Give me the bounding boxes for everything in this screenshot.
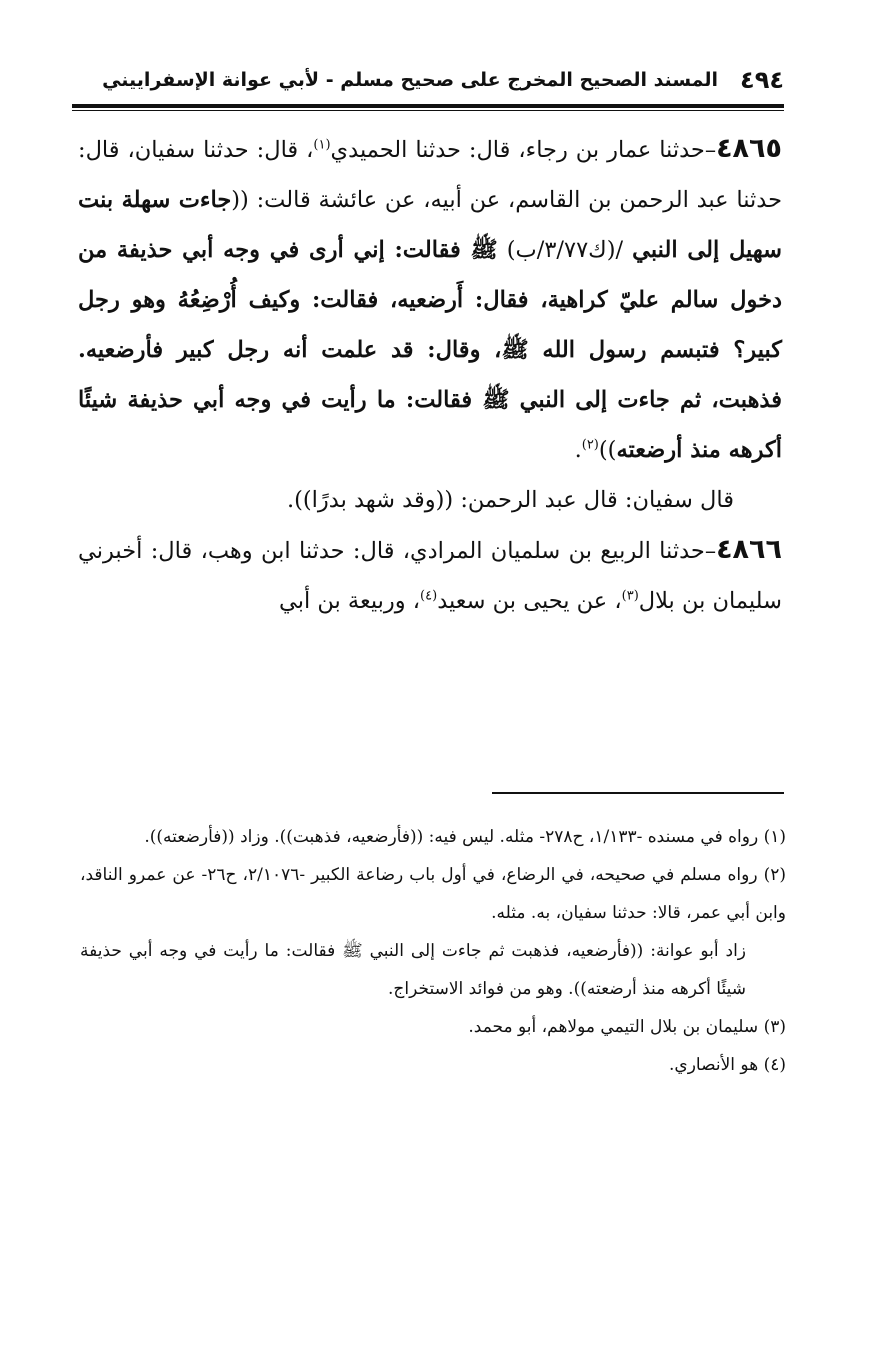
hadith-number: ٤٨٦٥ [716,133,782,164]
footnote-1 [80,818,786,856]
footnote-ref-2: (٢) [581,437,599,453]
manuscript-ref: /(ك٣/٧٧/ب) [497,237,633,263]
hadith-4865 [78,124,782,475]
footnote-text: هو الأنصاري. [669,1055,759,1075]
footnote-text: رواه مسلم في صحيحه، في الرضاع، في أول باب رضاعة الكبير -٢/١٠٧٦، ح٢٦- عن عمرو الناقد، وابن أبي عمر، قالا: حدثنا سفيان، به. مثله. [80,865,786,923]
footnote-marker: (٤) [763,1055,786,1075]
hadith-text-2: ، عن يحيى بن سعيد [437,588,622,614]
header-rule-thin [72,110,784,111]
page-number: ٤٩٤ [740,66,784,94]
footnote-marker: (٣) [763,1017,786,1037]
hadith-end: . [574,437,582,463]
hadith-number-2: ٤٨٦٦ [716,534,782,565]
footnote-text: رواه في مسنده -١/١٣٣، ح٢٧٨- مثله. ليس فيه: ((فأرضعيه، فذهبت)). وزاد ((فأرضعته)). [144,827,759,847]
footnote-4 [80,1046,786,1084]
footnote-3 [80,1008,786,1046]
footnote-2-continuation [80,932,786,1008]
page-header [72,60,784,100]
sufyan-note: قال سفيان: قال عبد الرحمن: ((وقد شهد بدرًا)). [286,487,734,513]
quote-close: )) [598,437,617,463]
hadith-4866 [78,525,782,626]
footnote-separator [492,792,784,794]
footnote-ref-3: (٣) [621,588,639,604]
hadith-matn-1: جاءت سهلة بنت سهيل إلى النبي [78,187,783,263]
header-rule [72,104,784,108]
footnotes [80,818,786,1084]
footnote-marker: (٢) [763,865,786,885]
footnote-text: سليمان بن بلال التيمي مولاهم، أبو محمد. [468,1017,759,1037]
footnote-ref-1: (١) [313,137,331,153]
main-text [78,124,782,626]
footnote-marker: (١) [763,827,786,847]
footnote-2 [80,856,786,932]
hadith-text-3: ، وربيعة بن أبي [278,588,421,614]
hadith-text-1: –حدثنا الربيع بن سلميان المرادي، قال: حدثنا ابن وهب، قال: أخبرني سليمان بن بلال [78,538,782,614]
footnote-ref-4: (٤) [420,588,438,604]
footnote-text: زاد أبو عوانة: ((فأرضعيه، فذهبت ثم جاءت إلى النبي ﷺ فقالت: ما رأيت في وجه أبي حذيفة شيئًا أكرهه منذ أرضعته)). وهو من فوائد الاستخراج. [80,941,746,999]
hadith-matn-2: ﷺ فقالت: إني أرى في وجه أبي حذيفة من دخول سالم عليّ كراهية، فقال: أَرضعيه، فقالت: وكيف أُرْضِعُهُ وهو رجل كبير؟ فتبسم رسول الله ﷺ، وقال: قد علمت أنه رجل كبير فأرضعيه. فذهبت، ثم جاءت إلى النبي ﷺ فقالت: ما رأيت في وجه أبي حذيفة شيئًا أكرهه منذ أرضعته [78,237,782,463]
running-title: المسند الصحيح المخرج على صحيح مسلم - لأبي عوانة الإسفراييني [102,69,719,91]
hadith-intro: –حدثنا عمار بن رجاء، قال: حدثنا الحميدي [330,137,717,163]
hadith-chain: ، قال: حدثنا سفيان، قال: حدثنا عبد الرحمن بن القاسم، عن أبيه، عن عائشة قالت: (( [78,137,782,213]
